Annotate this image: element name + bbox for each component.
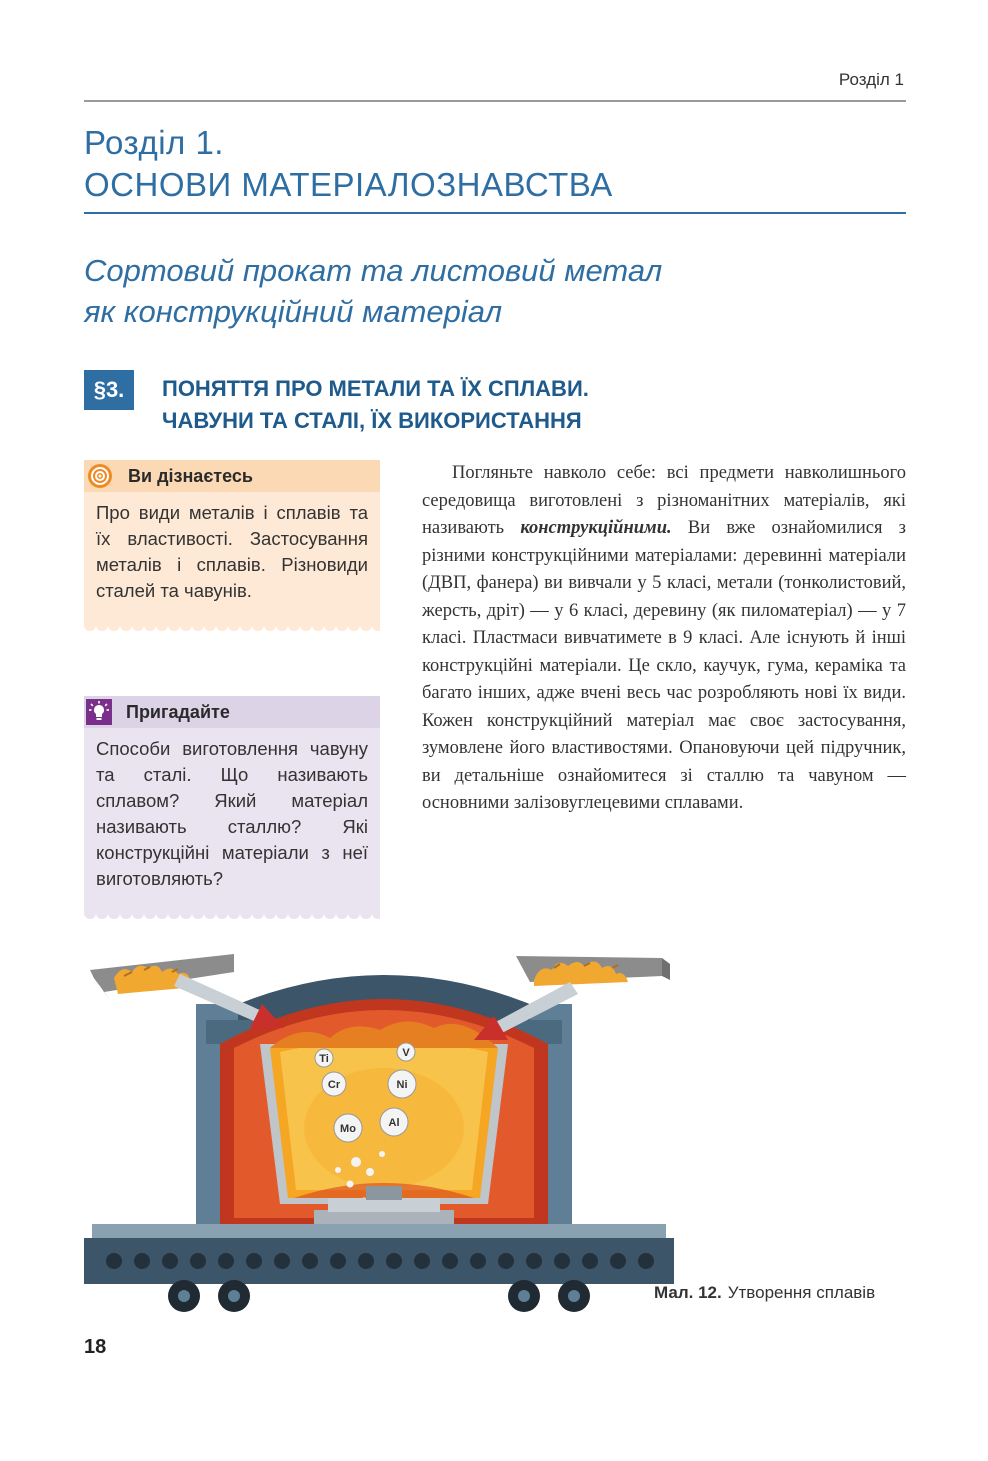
figure-caption bbox=[654, 1280, 884, 1305]
main-text-part-2: Ви вже ознайомилися з різними конструкційними матеріалами: деревинні матеріали (ДВП, фанера) ви вивчали у 5 класі, метали (тонколистовий, жерсть, дріт) — у 6 класі, деревину (як пиломатеріал) — у 7 класі. Пластмаси вивчатимете в 9 класі. Але існують й інші конструкційні матеріали. Це скло, каучук, гума, кераміка та багато інших, адже вчені весь час розробляють нові їх види. Кожен конструкційний матеріал має своє застосування, зумовлене його властивостями. Опановуючи цей підручник, ви детальніше ознайомитеся зі сталлю та чавуном — основними залізовуглецевими сплавами. bbox=[422, 518, 906, 813]
running-head: Розділ 1 bbox=[838, 70, 904, 89]
recall-box bbox=[84, 696, 380, 923]
chapter-title bbox=[84, 122, 613, 206]
main-text-part-1: Погляньте навколо себе: всі предмети навколишнього середовища виготовлені з різноманітних матеріалів, які називають bbox=[422, 463, 906, 538]
topic-title bbox=[84, 250, 662, 332]
learn-box bbox=[84, 460, 380, 635]
learn-box-header bbox=[84, 460, 380, 492]
header-rule bbox=[84, 100, 906, 102]
topic-line-2: як конструкційний матеріал bbox=[84, 294, 503, 329]
key-term: конструкційними. bbox=[520, 518, 672, 538]
topic-line-1: Сортовий прокат та листовий метал bbox=[84, 253, 663, 288]
learn-box-edge bbox=[84, 625, 380, 635]
wheels bbox=[168, 1280, 590, 1312]
chapter-rule bbox=[84, 212, 906, 214]
bubble-label-mo: Mo bbox=[340, 1123, 356, 1135]
learn-box-text: Про види металів і сплавів та їх властивості. Застосування металів і сплавів. Різновиди сталей та чавунів. bbox=[84, 492, 380, 626]
bubble-label-ti: Ti bbox=[319, 1053, 329, 1065]
furnace-base bbox=[84, 1224, 674, 1284]
figure-caption-label: Мал. 12. bbox=[654, 1283, 722, 1302]
right-ore-tray bbox=[516, 956, 670, 986]
chapter-number: Розділ 1. bbox=[84, 124, 224, 161]
bubble-label-ni: Ni bbox=[396, 1079, 408, 1091]
section-heading-line-1: ПОНЯТТЯ ПРО МЕТАЛИ ТА ЇХ СПЛАВИ. bbox=[162, 376, 589, 401]
recall-box-text: Способи виготовлення чавуну та сталі. Що називають сплавом? Який матеріал називають сталлю? Які конструкційні матеріали з неї виготовляють? bbox=[84, 728, 380, 914]
main-text bbox=[422, 460, 906, 818]
figure-caption-text: Утворення сплавів bbox=[727, 1283, 876, 1302]
learn-box-title: Ви дізнаєтесь bbox=[128, 465, 253, 486]
alloy-furnace-illustration bbox=[84, 948, 674, 1328]
bubble-label-cr: Cr bbox=[327, 1079, 341, 1091]
main-paragraph bbox=[422, 460, 906, 818]
target-icon bbox=[86, 462, 114, 490]
recall-box-title: Пригадайте bbox=[126, 701, 230, 722]
section-badge: §3. bbox=[84, 370, 134, 410]
recall-box-header bbox=[84, 696, 380, 728]
section-heading bbox=[162, 373, 589, 437]
bubble-label-v: V bbox=[402, 1047, 410, 1059]
chapter-name: ОСНОВИ МАТЕРІАЛОЗНАВСТВА bbox=[84, 166, 613, 203]
section-heading-line-2: ЧАВУНИ ТА СТАЛІ, ЇХ ВИКОРИСТАННЯ bbox=[162, 408, 582, 433]
lightbulb-icon bbox=[86, 699, 112, 725]
bubble-label-al: Al bbox=[388, 1117, 400, 1129]
recall-box-edge bbox=[84, 913, 380, 923]
page-number: 18 bbox=[84, 1336, 107, 1358]
